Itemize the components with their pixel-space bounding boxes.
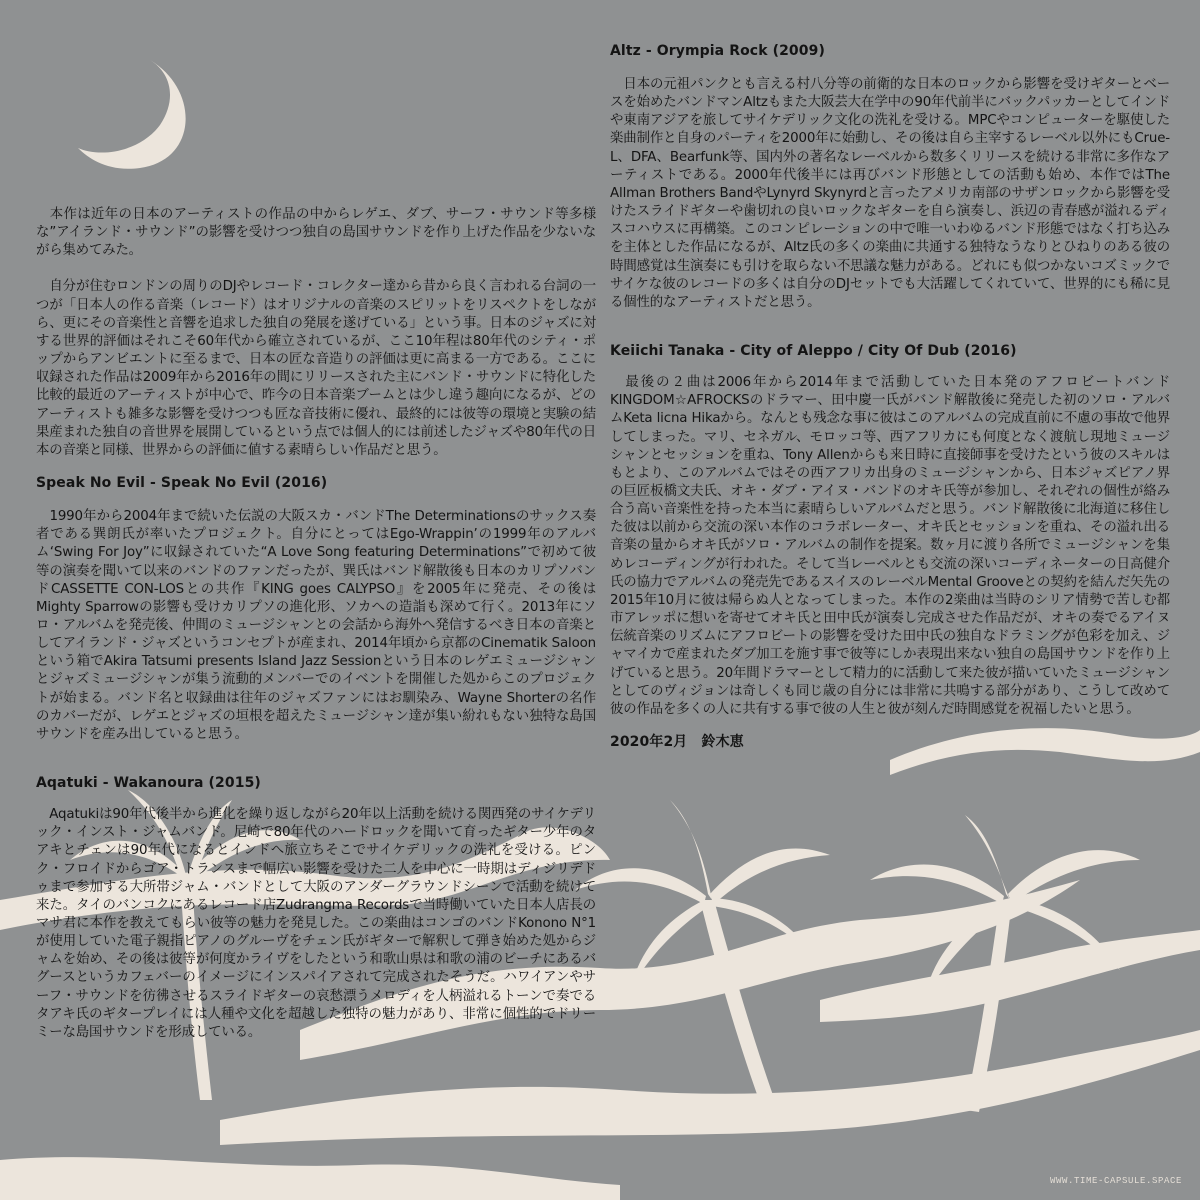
palm-frond — [870, 864, 1004, 904]
speak-no-evil-body: 1990年から2004年まで続いた伝説の大阪スカ・バンドThe Determinationsのサックス奏者である巽朗氏が率いたプロジェクト。自分にとってはEgo-Wrappin’の1999年のアルバム‘Swing For Joy”に収録されていた“A Love Song featuring Determinations”で初めて彼等の演奏を聞いて以来のバンドのファンだったが、巽氏はバンド解散後も日本のカリプソバンドCASSETTE CON-LOSとの共作『KING goes CALYPSO』を2005年に発売、その後はMighty Sparrowの影響も受けカリプソの進化形、ソカへの造詣も深めて行く。2013年にソロ・アルバムを発売後、仲間のミュージシャンとの会話から海外へ発信するべき日本の音楽としてアイランド・ジャズというコンセプトが産まれ、2014年頃から京都のCinematik Saloonという箱でAkira Tatsumi presents Island Jazz Sessionという日本のレゲエミュージシャンとジャズミュージシャンが集う流動的メンバーでのイベントを開催した処からこのプロジェクトが始まる。バンド名と収録曲は往年のジャズファンにはお馴染み、Wayne Shorterの名作のカバーだが、レゲエとジャズの垣根を超えたミュージシャン達が集い紛れもない独特な島国サウンドを産み出していると思う。 — [36, 509, 596, 742]
keiichi-tanaka-body: 最後の２曲は2006年から2014年まで活動していた日本発のアフロビートバンドKINGDOM☆AFROCKSのドラマー、田中慶一氏がバンド解散後に発売した初のソロ・アルバムKeta licna Hikaから。なんとも残念な事に彼はこのアルバムの完成直前に不慮の事故で他界してしまった。マリ、セネガル、モロッコ等、西アフリカにも何度となく渡航し現地ミュージシャンとセッションを重ね、Tony Allenからも来日時に直接師事を受けたという彼のスキルはもとより、このアルバムではその西アフリカ出身のミュージシャンから、日本ジャズピアノ界の巨匠板橋文夫氏、オキ・ダブ・アイヌ・バンドのオキ氏等が参加し、それぞれの個性が絡み合う高い音楽性を持った本当に素晴らしいアルバムだと思う。バンド解散後に北海道に移住した彼は以前から交流の深い本作のコラボレーター、オキ氏とセッションを重ね、その溢れ出る音楽の量からオキ氏がソロ・アルバムの制作を提案。数ヶ月に渡り各所でミュージシャンを集めレコーディングが行われた。そして当レーベルとも交流の深いコーディネーターの日高健介氏の協力でアルバムの発売先であるスイスのレーベルMental Grooveとの契約を結んだ矢先の2015年10月に彼は帰らぬ人となってしまった。本作の2楽曲は当時のシリア情勢で苦しむ都市アレッポに想いを寄せてオキ氏と田中氏が演奏し完成させた作品だが、オキの奏でるアイヌ伝統音楽のリズムにアフロビートの影響を受けた田中氏の独自なドラミングが色彩を加え、ジャマイカで産まれたダブ加工を施す事で彼等にしか表現出来ない独自の島国サウンドを作り上げていると思う。20年間ドラマーとして精力的に活動して来た彼が描いていたミュージシャンとしてのヴィジョンは奇しくも同じ歳の自分には非常に共鳴する部分があり、こうして改めて彼の作品を多くの人に共有する事で彼の人生と彼が刻んだ時間感覚を祝福したいと思う。 — [610, 375, 1171, 717]
altz-body: 日本の元祖パンクとも言える村八分等の前衛的な日本のロックから影響を受けギターとベースを始めたバンドマンAltzもまた大阪芸大在学中の90年代前半にバックパッカーとしてインドや東南アジアを旅してサイケデリック文化の洗礼を受ける。MPCやコンピューターを駆使した楽曲制作と自身のパーティを2000年に始動し、その後は自ら主宰するレーベル以外にもCrue-L、DFA、Bearfunk等、国内外の著名なレーベルから数多くリリースを続ける非常に多作なアーティストである。2000年代後半には再びバンド形態としての活動も始め、本作ではThe Allman Brothers BandやLynyrd Skynyrdと言ったアメリカ南部のサザンロックから影響を受けたスライドギターや歯切れの良いロックなギターを自ら演奏し、浜辺の青春感が溢れるディスコハウスに再構築。このコンピレーションの中で唯一いわゆるバンド形態ではなく打ち込みを主体とした作品になるが、Altz氏の多くの楽曲に共通する独特なうなりとひねりのある彼の時間感覚は生演奏にも引けを取らない不思議な魅力がある。どれにも似つかないコズミックでサイケな彼のレコードの多くは自分のDJセットでも大活躍してくれていて、世界的にも稀に見る個性的なアーティストだと思う。 — [610, 77, 1170, 310]
intro-paragraph-2: 自分が住むロンドンの周りのDJやレコード・コレクター達から昔から良く言われる台詞の一つが「日本人の作る音楽（レコード）はオリジナルの音楽のスピリットをリスペクトをしながら、更にその音楽性と音響を追求した独自の発展を遂げている」という事。日本のジャズに対する世界的評価はそれこそ60年代から確立されているが、ここ10年程は80年代のシティ・ポップからアンビエントに至るまで、日本の匠な音造りの評価は更に高まる一方である。ここに収録された作品は2009年から2016年の間にリリースされた主にバンド・サウンドに特化した比較的最近のアーティストが中心で、昨今の日本音楽ブームとは少し違う趣向になるが、どのアーティストも雑多な影響を受けつつも匠な音技術に優れ、最終的には彼等の環境と実験の結果産まれた独自の音世界を展開しているという点では個人的には前述したジャズや80年代の日本の音楽と同様、世界からの評価に値する素晴らしい作品だと思う。 — [36, 279, 596, 458]
right-column — [610, 42, 1170, 751]
signature: 2020年2月 鈴木恵 — [610, 734, 744, 750]
left-column — [36, 206, 596, 1042]
keiichi-tanaka-heading: Keiichi Tanaka - City of Aleppo / City Of Dub (2016) — [610, 343, 1017, 360]
altz-heading: Altz - Orympia Rock (2009) — [610, 43, 825, 59]
aqatuki-heading: Aqatuki - Wakanoura (2015) — [36, 775, 261, 792]
palm-frond — [710, 848, 830, 904]
speak-no-evil-heading: Speak No Evil - Speak No Evil (2016) — [36, 475, 328, 492]
wave-shape — [0, 1157, 620, 1200]
crescent-moon-icon — [78, 60, 186, 169]
aqatuki-body: Aqatukiは90年代後半から進化を繰り返しながら20年以上活動を続ける関西発のサイケデリック・インスト・ジャムバンド。尼崎で80年代のハードロックを聞いて育ったギター少年のタアキとチェンは90年代になるとインドへ旅立ちそこでサイケデリックの洗礼を受ける。ピンク・フロイドからゴア・トランスまで幅広い影響を受けた二人を中心に一時期はディジリデドゥまで参加する大所帯ジャム・バンドとして大阪のアンダーグラウンドシーンで活動を続けて来た。タイのバンコクにあるレコード店Zudrangma Recordsで当時働いていた日本人店長のマサ君に本作を教えてもらい彼等の魅力を発見した。この楽曲はコンゴのバンドKonono N°1が使用していた電子親指ピアノのグルーヴをチェン氏がギターで解釈して弾き始めた処からジャムを始め、その後は彼等が何度かライヴをしたという和歌山県は和歌の浦のビーチにあるバグースというカフェバーのイメージにインスパイアされて完成されたそうだ。ハワイアンやサーフ・サウンドを彷彿させるスライドギターの哀愁漂うメロディを人柄溢れるトーンで奏でるタアキ氏のギタープレイには人種や文化を超越した独特の魅力があり、非常に個性的でドリーミーな島国サウンドを形成している。 — [36, 807, 596, 1040]
intro-paragraph-1: 本作は近年の日本のアーティストの作品の中からレゲエ、ダブ、サーフ・サウンド等多様な”アイランド・サウンド”の影響を受けつつ独自の島国サウンドを作り上げた作品を少ないながら集めてみた。 — [36, 207, 596, 259]
footer-url: WWW.TIME-CAPSULE.SPACE — [1049, 1176, 1182, 1186]
